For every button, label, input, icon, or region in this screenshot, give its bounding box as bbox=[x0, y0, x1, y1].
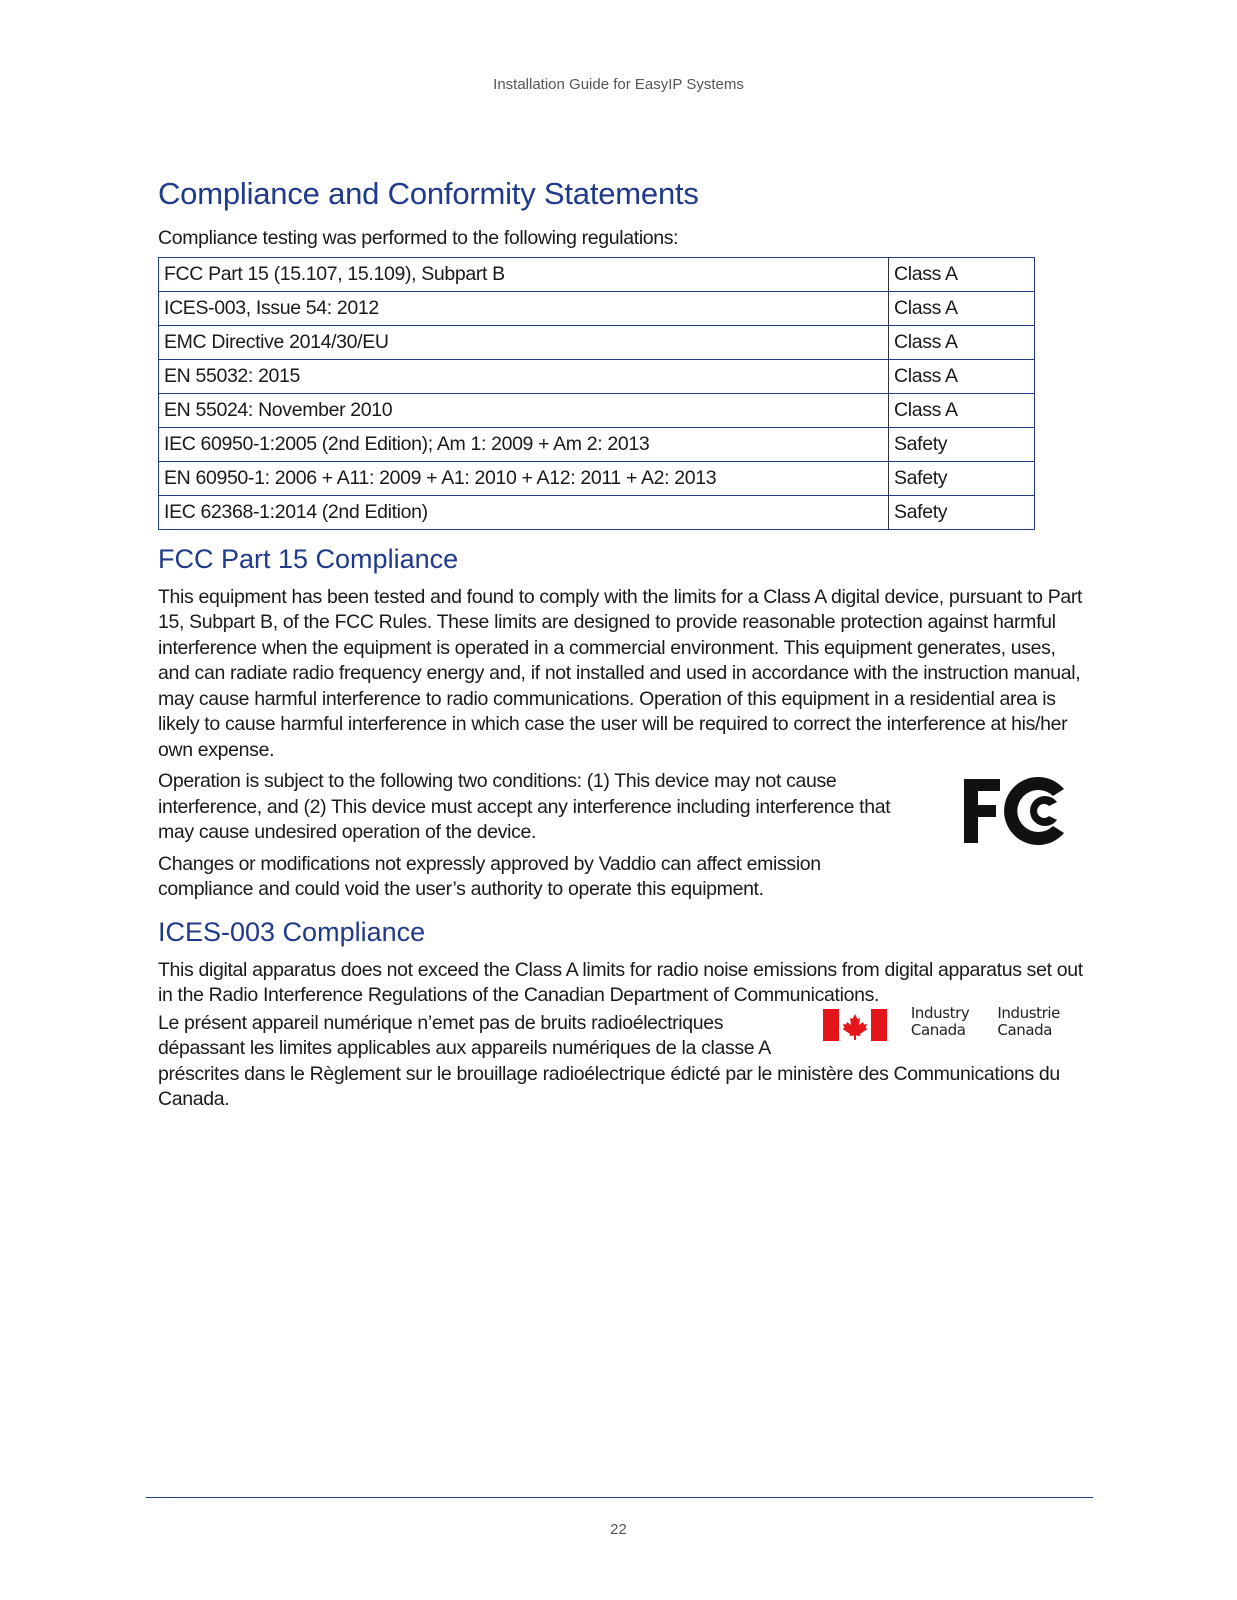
standard-cell: EMC Directive 2014/30/EU bbox=[159, 325, 889, 359]
ices-french-block bbox=[158, 1003, 1088, 1062]
fcc-paragraph-1: This equipment has been tested and found to comply with the limits for a Class A digital device, pursuant to Part 15, Subpart B, of the FCC Rules. These limits are designed to provide reasonable protection against harmful interference when the equipment is operated in a commercial environment. This equipment generates, uses, and can radiate radio frequency energy and, if not installed and used in accordance with the instruction manual, may cause harmful interference to radio communications. Operation of this equipment in a residential area is likely to cause harmful interference in which case the user will be required to correct the interference at his/her own expense. bbox=[158, 585, 1083, 761]
page-content bbox=[158, 176, 1088, 1113]
table-row bbox=[159, 495, 1035, 529]
class-cell: Safety bbox=[889, 495, 1035, 529]
table-row bbox=[159, 291, 1035, 325]
industrie-canada-text: Industrie Canada bbox=[997, 1003, 1060, 1039]
ices-paragraph-1: This digital apparatus does not exceed the Class A limits for radio noise emissions from digital apparatus set out in the Radio Interference Regulations of the Canadian Department of Communications. bbox=[158, 958, 1083, 1006]
page-title: Compliance and Conformity Statements bbox=[158, 176, 699, 211]
table-row bbox=[159, 393, 1035, 427]
class-cell: Class A bbox=[889, 325, 1035, 359]
class-cell: Class A bbox=[889, 257, 1035, 291]
ices-heading: ICES-003 Compliance bbox=[158, 916, 426, 947]
industry-canada-text: Industry Canada bbox=[910, 1003, 970, 1039]
intro-text: Compliance testing was performed to the following regulations: bbox=[158, 227, 679, 249]
class-cell: Class A bbox=[889, 359, 1035, 393]
canada-flag-icon bbox=[823, 1009, 887, 1041]
fcc-conditions-block bbox=[158, 769, 1088, 909]
fcc-paragraph-3: Changes or modifications not expressly approved by Vaddio can affect emission compliance and could void the user’s authority to operate this equipment. bbox=[158, 852, 821, 900]
fcc-paragraph-2: Operation is subject to the following two conditions: (1) This device may not cause interference, and (2) This device must accept any interference including interference that may cause undesired operation of the device. bbox=[158, 770, 891, 843]
standard-cell: ICES-003, Issue 54: 2012 bbox=[159, 291, 889, 325]
table-row bbox=[159, 325, 1035, 359]
fcc-logo-icon bbox=[960, 771, 1070, 851]
running-header: Installation Guide for EasyIP Systems bbox=[493, 76, 744, 93]
standard-cell: EN 55024: November 2010 bbox=[159, 393, 889, 427]
class-cell: Safety bbox=[889, 427, 1035, 461]
table-row bbox=[159, 257, 1035, 291]
table-row bbox=[159, 461, 1035, 495]
standard-cell: EN 60950-1: 2006 + A11: 2009 + A1: 2010 + A12: 2011 + A2: 2013 bbox=[159, 461, 889, 495]
standard-cell: IEC 60950-1:2005 (2nd Edition); Am 1: 2009 + Am 2: 2013 bbox=[159, 427, 889, 461]
class-cell: Class A bbox=[889, 393, 1035, 427]
ices-french-rest: préscrites dans le Règlement sur le brouillage radioélectrique édicté par le ministère des Communications du Canada. bbox=[158, 1062, 1060, 1110]
ices-french-line-2: dépassant les limites applicables aux appareils numériques de la classe A bbox=[158, 1037, 771, 1059]
ices-french-line-1: Le présent appareil numérique n’emet pas de bruits radioélectriques bbox=[158, 1011, 724, 1034]
standard-cell: FCC Part 15 (15.107, 15.109), Subpart B bbox=[159, 257, 889, 291]
industry-canada-logo bbox=[823, 1005, 1088, 1041]
footer-rule bbox=[146, 1497, 1093, 1498]
standard-cell: IEC 62368-1:2014 (2nd Edition) bbox=[159, 495, 889, 529]
class-cell: Class A bbox=[889, 291, 1035, 325]
standard-cell: EN 55032: 2015 bbox=[159, 359, 889, 393]
table-row bbox=[159, 427, 1035, 461]
table-row bbox=[159, 359, 1035, 393]
page-number: 22 bbox=[610, 1521, 627, 1538]
class-cell: Safety bbox=[889, 461, 1035, 495]
regulations-table bbox=[158, 257, 1035, 530]
fcc-heading: FCC Part 15 Compliance bbox=[158, 543, 459, 574]
